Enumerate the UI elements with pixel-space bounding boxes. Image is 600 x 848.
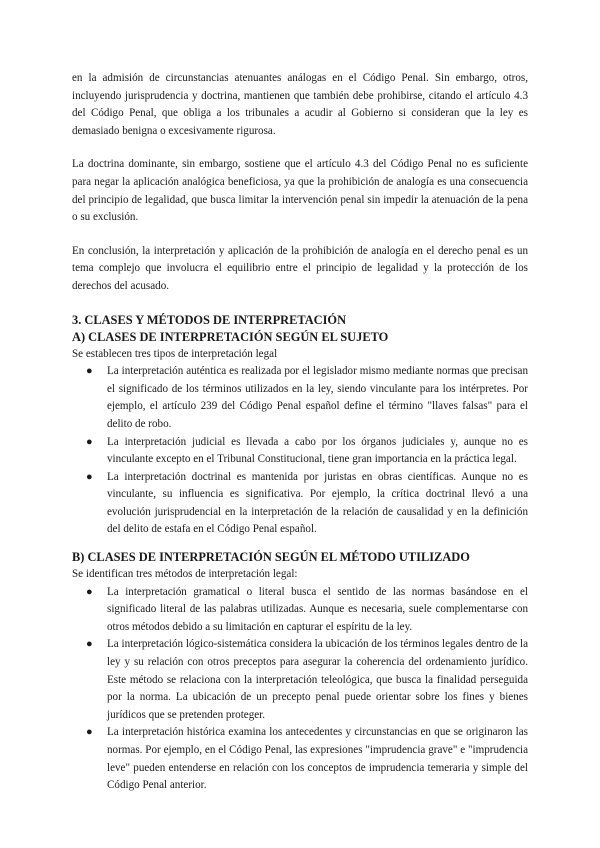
bullet-icon: ● <box>86 470 93 483</box>
subsection-intro-b: Se identifican tres métodos de interpretación legal: <box>72 568 298 581</box>
list-item-text: La interpretación lógico-sistemática considera la ubicación de los términos legales dentro de la ley y su relación con otros preceptos para asegurar la coherencia del ordenamiento jurídico. Este método se relaciona con la interpretación teleológica, que busca la finalidad perseguida por la norma. La ubicación de un precepto penal puede orientar sobre los fines y bienes jurídicos que se pretenden proteger. <box>107 638 528 721</box>
list-item-text: La interpretación judicial es llevada a cabo por los órganos judiciales y, aunque no es vinculante excepto en el Tribunal Constitucional, tiene gran importancia en la práctica legal. <box>107 435 528 466</box>
list-item <box>72 636 528 724</box>
list-item-text: La interpretación gramatical o literal busca el sentido de las normas basándose en el significado literal de las palabras utilizadas. Aunque es necesaria, suele complementarse con otros métodos debido a su limitación en capturar el espíritu de la ley. <box>107 585 528 633</box>
bullet-icon: ● <box>86 585 93 598</box>
page-content <box>72 70 528 805</box>
list-item <box>72 469 528 539</box>
bullet-icon: ● <box>86 726 93 739</box>
section-heading: 3. CLASES Y MÉTODOS DE INTERPRETACIÓN <box>72 312 347 327</box>
list-item-text: La interpretación histórica examina los antecedentes y circunstancias en que se originaron las normas. Por ejemplo, en el Código Penal, las expresiones "imprudencia grave" e "imprudencia leve" pueden entenderse en relación con los conceptos de imprudencia temeraria y simple del Código Penal anterior. <box>107 726 528 792</box>
list-item-text: La interpretación auténtica es realizada por el legislador mismo mediante normas que precisan el significado de los términos utilizados en la ley, siendo vinculante para los intérpretes. Por ejemplo, el artículo 239 del Código Penal español define el término "llaves falsas" para el delito de robo. <box>107 365 528 430</box>
subsection-heading-b: B) CLASES DE INTERPRETACIÓN SEGÚN EL MÉTODO UTILIZADO <box>72 550 470 565</box>
paragraph: La doctrina dominante, sin embargo, sostiene que el artículo 4.3 del Código Penal no es suficiente para negar la aplicación analógica beneficiosa, ya que la prohibición de analogía es una consecuencia del principio de legalidad, que busca limitar la intervención penal sin impedir la atenuación de la pena o su exclusión. <box>72 158 528 224</box>
bullet-list-a <box>72 363 528 539</box>
list-item <box>72 434 528 469</box>
paragraph: en la admisión de circunstancias atenuantes análogas en el Código Penal. Sin embargo, otros, incluyendo jurisprudencia y doctrina, mantienen que también debe prohibirse, citando el artículo 4.3 del Código Penal, que obliga a los tribunales a acudir al Gobierno si consideran que la ley es demasiado benigna o excesivamente rigurosa. <box>72 72 528 137</box>
subsection-intro-a: Se establecen tres tipos de interpretación legal <box>72 347 278 360</box>
bullet-icon: ● <box>86 365 93 378</box>
list-item <box>72 724 528 794</box>
bullet-icon: ● <box>86 638 93 651</box>
subsection-heading-a: A) CLASES DE INTERPRETACIÓN SEGÚN EL SUJETO <box>72 329 389 344</box>
list-item <box>72 584 528 637</box>
list-item-text: La interpretación doctrinal es mantenida por juristas en obras científicas. Aunque no es vinculante, su influencia es significativa. Por ejemplo, la crítica doctrinal llevó a una evolución jurisprudencial en la interpretación de la relación de causalidad y en la definición del delito de estafa en el Código Penal español. <box>107 470 528 536</box>
list-item <box>72 363 528 433</box>
bullet-icon: ● <box>86 435 93 448</box>
paragraph: En conclusión, la interpretación y aplicación de la prohibición de analogía en el derecho penal es un tema complejo que involucra el equilibrio entre el principio de legalidad y la protección de los derechos del acusado. <box>72 244 528 292</box>
bullet-list-b <box>72 584 528 795</box>
